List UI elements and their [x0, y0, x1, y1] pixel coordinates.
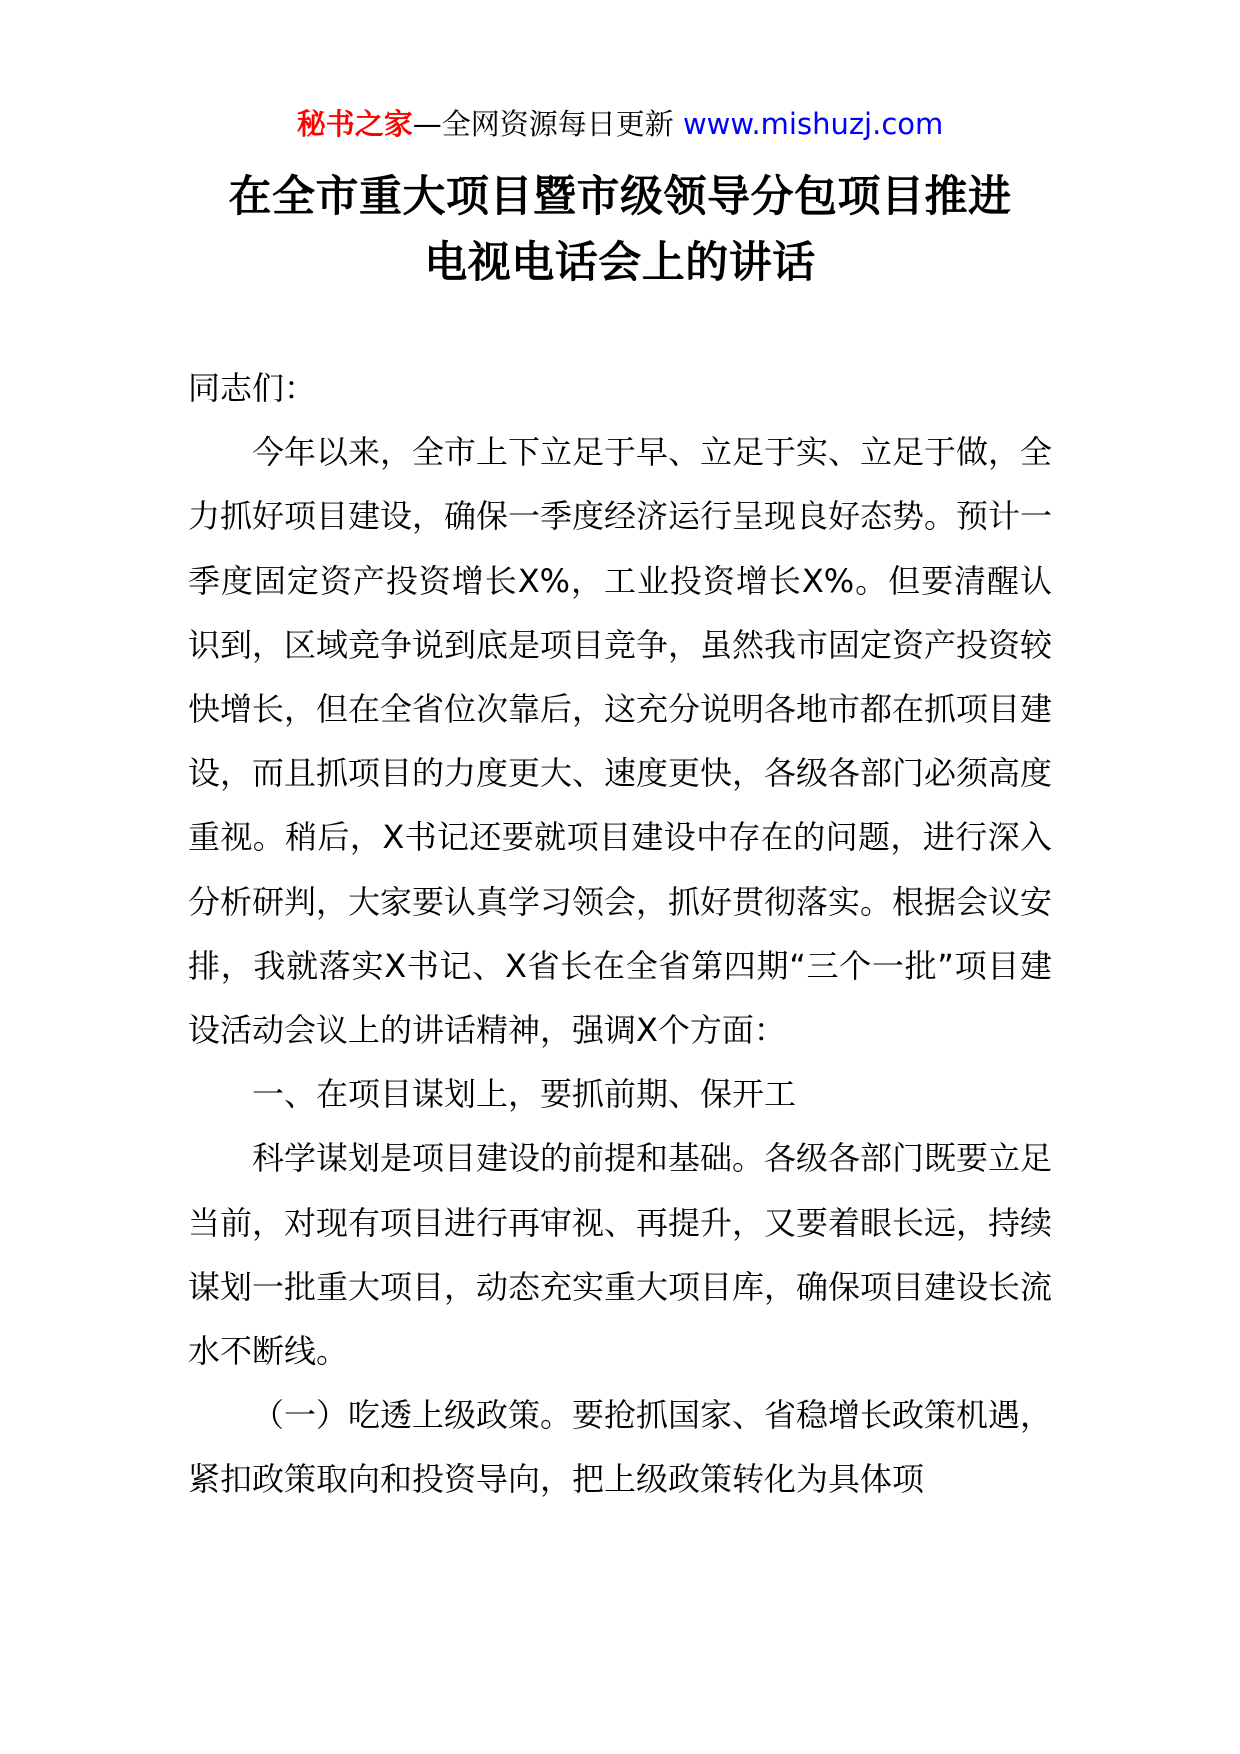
title-line-1: 在全市重大项目暨市级领导分包项目推进: [228, 172, 1012, 222]
section-heading-1: 一、在项目谋划上，要抓前期、保开工: [252, 1075, 797, 1114]
body-paragraph-1: 今年以来，全市上下立足于早、立足于实、立足于做，全力抓好项目建设，确保一季度经济运行呈现良好态势。预计一季度固定资产投资增长X%，工业投资增长X%。但要清醒认识到，区域竞争说到底是项目竞争，虽然我市固定资产投资较快增长，但在全省位次靠后，这充分说明各地市都在抓项目建设，而且抓项目的力度更大、速度更快，各级各部门必须高度重视。稍后，X书记还要就项目建设中存在的问题，进行深入分析研判，大家要认真学习领会，抓好贯彻落实。根据会议安排，我就落实X书记、X省长在全省第四期“三个一批”项目建设活动会议上的讲话精神，强调X个方面：: [188, 433, 1053, 1050]
salutation: 同志们：: [188, 369, 317, 407]
banner-site-link[interactable]: www.mishuzj.com: [682, 107, 944, 141]
banner-tagline: —全网资源每日更新: [412, 107, 674, 141]
document-body: [188, 356, 1052, 1512]
banner-brand: 秘书之家: [296, 107, 413, 141]
document-title: [0, 164, 1240, 296]
body-paragraph-3: （一）吃透上级政策。要抢抓国家、省稳增长政策机遇，紧扣政策取向和投资导向，把上级政策转化为具体项: [188, 1396, 1053, 1499]
title-line-2: 电视电话会上的讲话: [424, 238, 816, 288]
site-banner: [0, 100, 1240, 148]
body-paragraph-2: 科学谋划是项目建设的前提和基础。各级各部门既要立足当前，对现有项目进行再审视、再提升，又要着眼长远，持续谋划一批重大项目，动态充实重大项目库，确保项目建设长流水不断线。: [188, 1139, 1053, 1371]
